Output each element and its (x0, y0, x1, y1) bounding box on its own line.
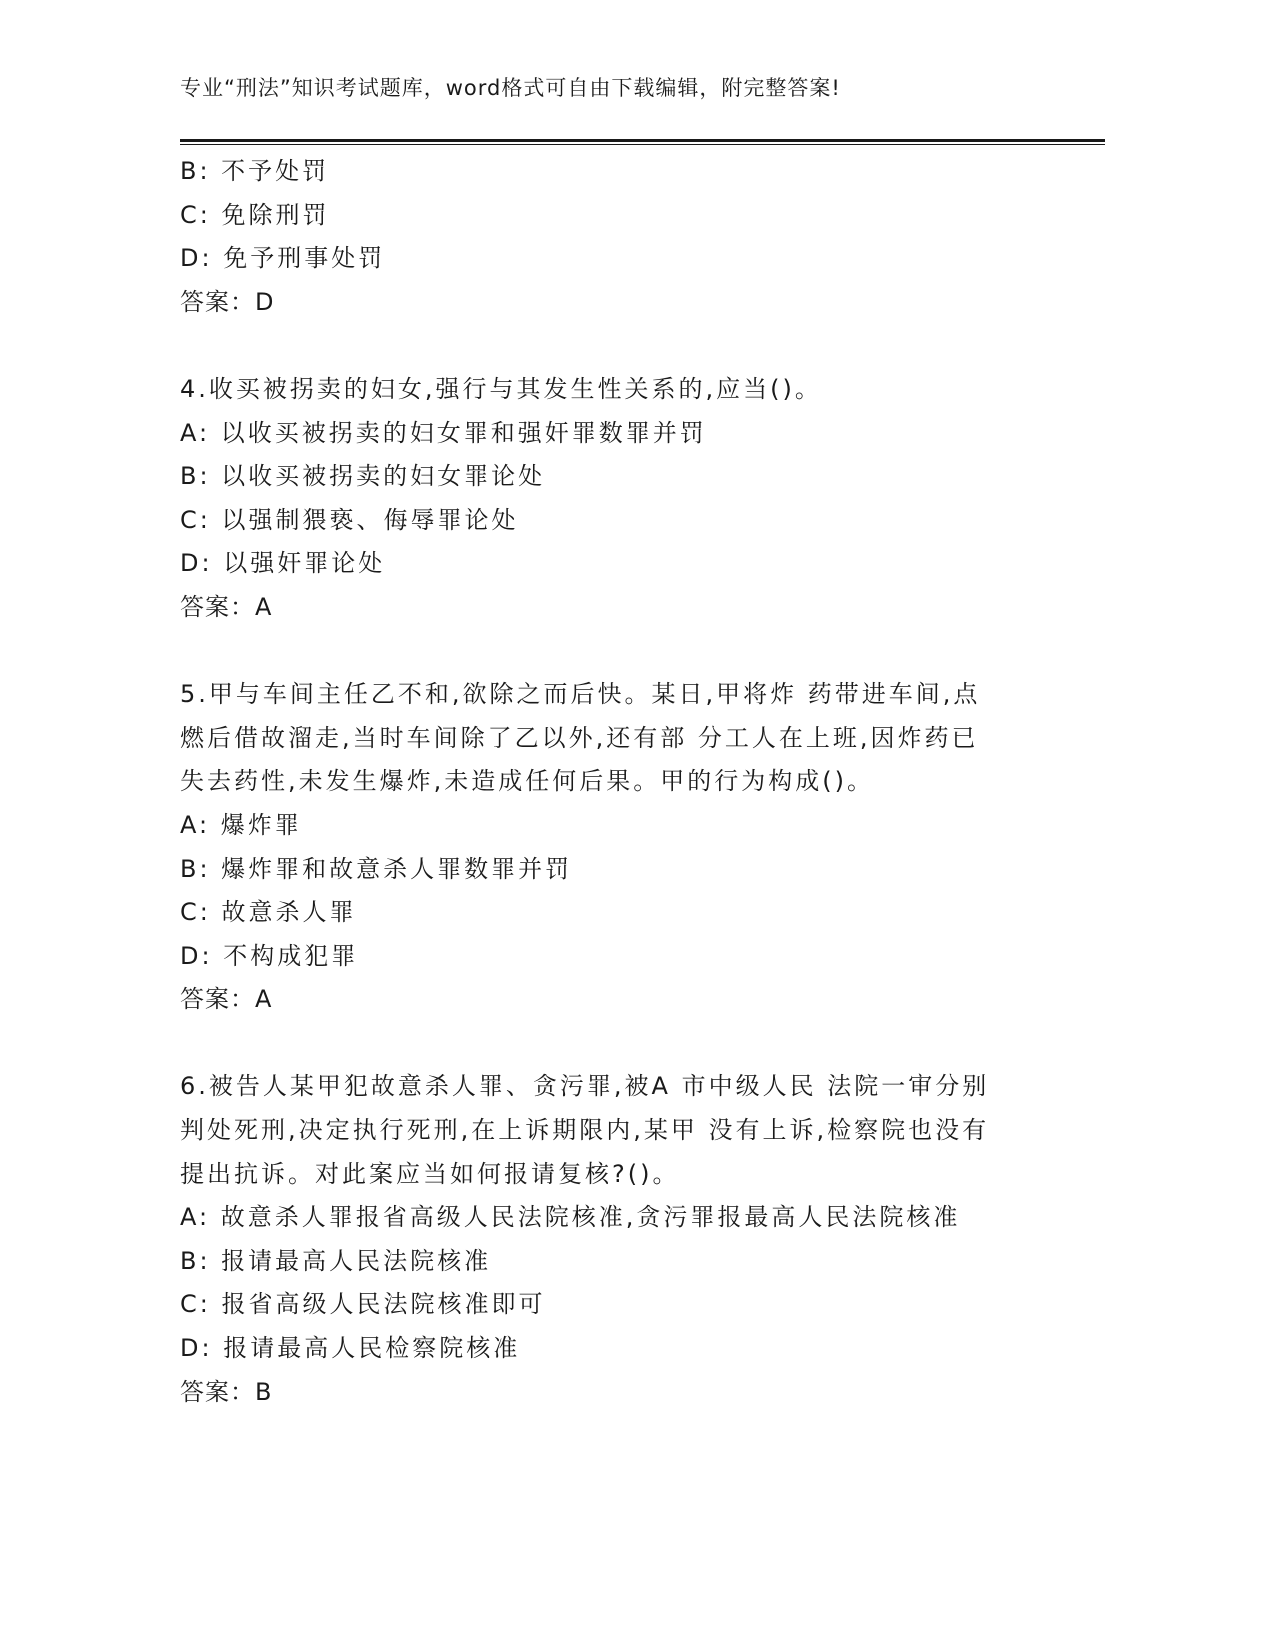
question-content (180, 150, 1080, 1414)
option-a: A: 以收买被拐卖的妇女罪和强奸罪数罪并罚 (180, 418, 707, 447)
option-b: B: 不予处罚 (180, 157, 330, 185)
question-6 (180, 1065, 1080, 1414)
question-stem: 判处死刑,决定执行死刑,在上诉期限内,某甲 没有上诉,检察院也没有 (180, 1116, 990, 1145)
spacer (180, 630, 1080, 674)
option-b: B: 爆炸罪和故意杀人罪数罪并罚 (180, 854, 573, 883)
option-b: B: 以收买被拐卖的妇女罪论处 (180, 462, 546, 491)
option-b: B: 报请最高人民法院核准 (180, 1246, 492, 1275)
question-stem: 失去药性,未发生爆炸,未造成任何后果。甲的行为构成()。 (180, 767, 874, 796)
page-header: 专业“刑法”知识考试题库，word格式可自由下载编辑，附完整答案! (180, 76, 841, 100)
option-c: C: 故意杀人罪 (180, 898, 357, 927)
answer-line: 答案：A (180, 592, 273, 621)
option-a: A: 故意杀人罪报省高级人民法院核准,贪污罪报最高人民法院核准 (180, 1203, 961, 1232)
option-c: C: 报省高级人民法院核准即可 (180, 1290, 546, 1319)
answer-line: 答案：D (180, 287, 275, 316)
answer-line: 答案：A (180, 985, 273, 1014)
spacer (180, 1022, 1080, 1066)
answer-line: 答案：B (180, 1377, 273, 1406)
option-a: A: 爆炸罪 (180, 810, 302, 839)
question-stem: 4.收买被拐卖的妇女,强行与其发生性关系的,应当()。 (180, 374, 822, 403)
option-d: D: 不构成犯罪 (180, 941, 359, 970)
header-rule-thick (180, 139, 1105, 142)
spacer (180, 324, 1080, 368)
option-c: C: 以强制猥亵、侮辱罪论处 (180, 505, 519, 534)
question-stem: 提出抗诉。对此案应当如何报请复核?()。 (180, 1159, 680, 1188)
option-c: C: 免除刑罚 (180, 200, 330, 229)
question-4 (180, 368, 1080, 630)
question-stem: 6.被告人某甲犯故意杀人罪、贪污罪,被A 市中级人民 法院一审分别 (180, 1072, 990, 1101)
question-5 (180, 673, 1080, 1022)
question-3-continued (180, 150, 1080, 324)
question-stem: 5.甲与车间主任乙不和,欲除之而后快。某日,甲将炸 药带进车间,点 (180, 680, 981, 709)
question-stem: 燃后借故溜走,当时车间除了乙以外,还有部 分工人在上班,因炸药已 (180, 723, 979, 752)
option-d: D: 报请最高人民检察院核准 (180, 1334, 521, 1363)
option-d: D: 免予刑事处罚 (180, 244, 386, 273)
header-rule-thin (180, 144, 1105, 145)
option-d: D: 以强奸罪论处 (180, 549, 386, 578)
